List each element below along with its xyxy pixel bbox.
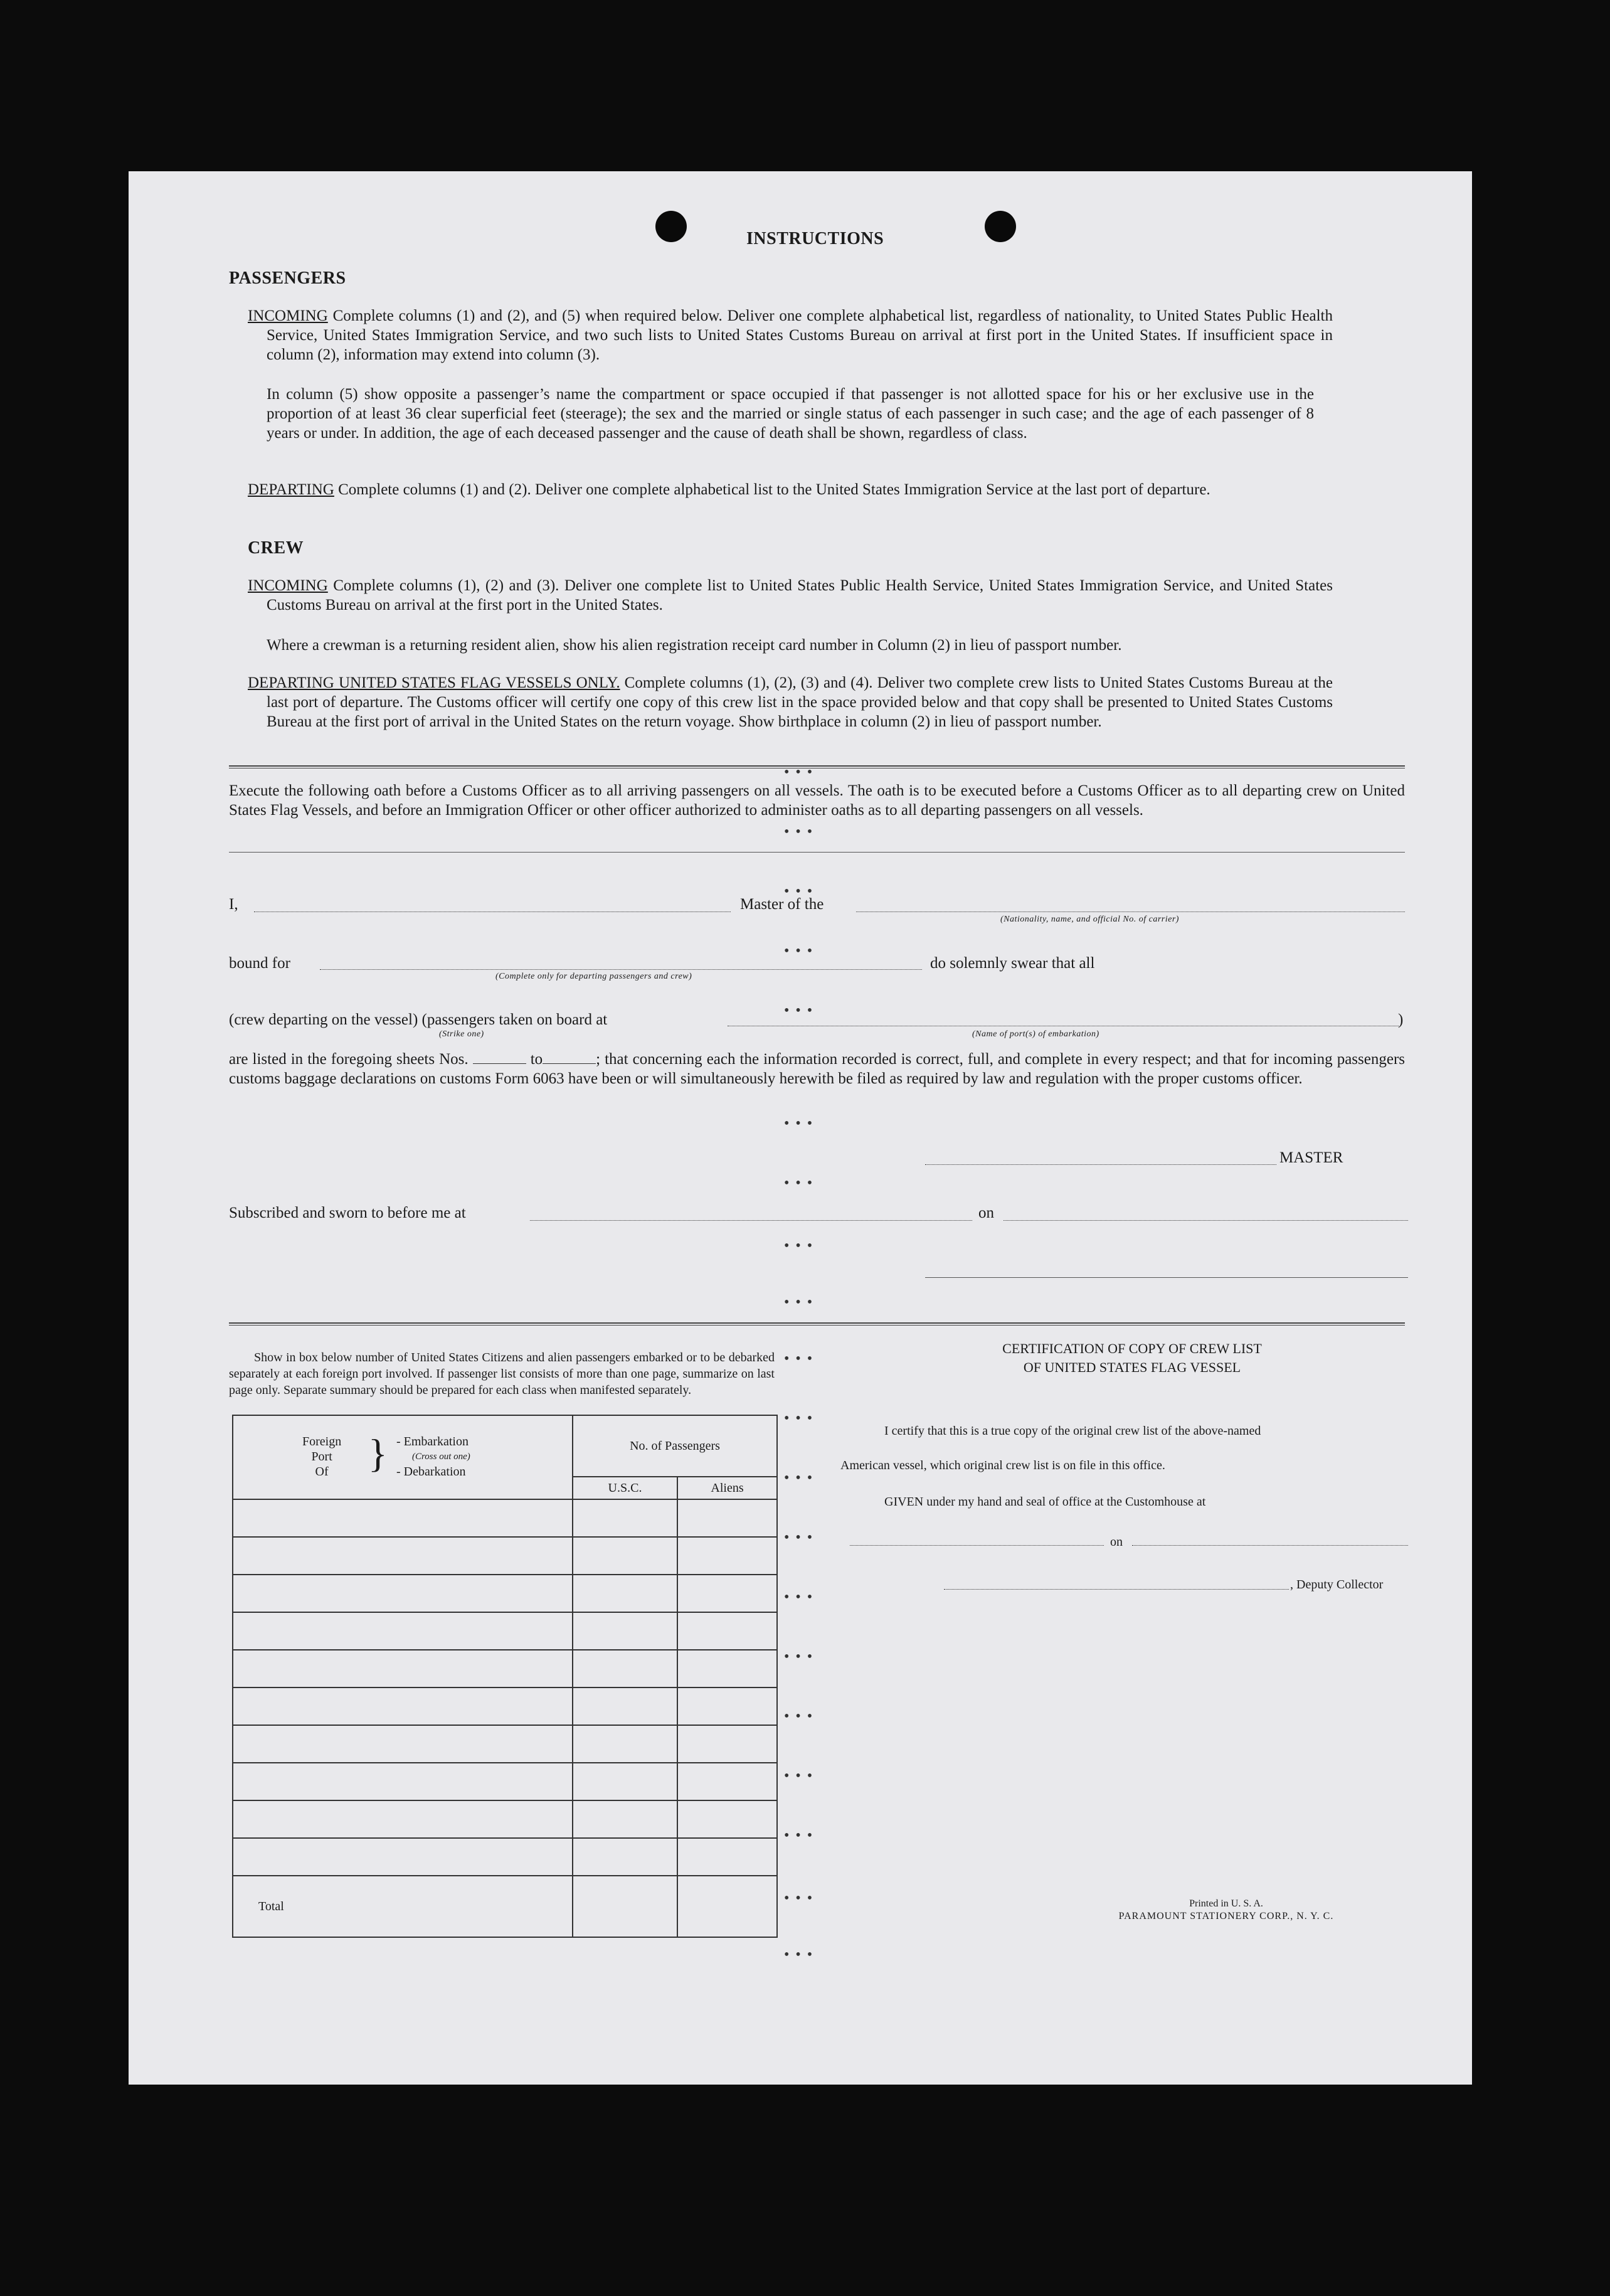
passengers-heading: PASSENGERS — [229, 268, 346, 288]
aliens-cell[interactable] — [677, 1537, 777, 1575]
instructions-title: INSTRUCTIONS — [746, 229, 884, 248]
certification-title — [944, 1339, 1320, 1377]
embarkation-label: - Embarkation — [396, 1435, 469, 1448]
usc-cell[interactable] — [573, 1575, 677, 1612]
bound-for-label: bound for — [229, 955, 290, 972]
dot-mark: ••• — [784, 1294, 819, 1310]
crew-departing-text: Complete columns (1), (2), (3) and (4). Deliver two complete crew lists to United States Customs Bureau at the last port of departure. The Customs officer will certify one copy of this crew list in the space provided below and that copy shall be presented to United States Customs Bureau at the first port of arrival in the United States on the return voyage. Show birthplace in column (2) in lieu of passport number. — [267, 674, 1333, 730]
aliens-cell[interactable] — [677, 1800, 777, 1838]
usc-header — [573, 1477, 677, 1499]
summary-row — [233, 1838, 777, 1876]
summary-row — [233, 1725, 777, 1763]
passenger-summary-table — [232, 1415, 778, 1938]
master-label: MASTER — [1279, 1149, 1343, 1166]
dot-mark: ••• — [784, 1947, 819, 1963]
carrier-caption: (Nationality, name, and official No. of carrier) — [1000, 915, 1179, 924]
sheet-from-field[interactable] — [473, 1052, 526, 1064]
certification-title-line2: OF UNITED STATES FLAG VESSEL — [1023, 1359, 1241, 1375]
crew-incoming-paragraph — [248, 576, 1333, 615]
punch-hole-left — [655, 211, 687, 242]
certify-line1: I certify that this is a true copy of the original crew list of the above-named — [884, 1424, 1261, 1438]
usc-cell[interactable] — [573, 1800, 677, 1838]
cross-out-label: (Cross out one) — [412, 1452, 470, 1462]
summary-row — [233, 1687, 777, 1725]
dot-mark: ••• — [784, 764, 819, 780]
aliens-cell[interactable] — [677, 1687, 777, 1725]
summary-row — [233, 1575, 777, 1612]
usc-cell[interactable] — [573, 1499, 677, 1537]
subscribed-place-field[interactable] — [530, 1220, 972, 1221]
total-row — [233, 1876, 777, 1937]
bound-for-caption: (Complete only for departing passengers and crew) — [495, 972, 692, 981]
printer-name: PARAMOUNT STATIONERY CORP., N. Y. C. — [1118, 1911, 1334, 1921]
strike-caption: (Strike one) — [439, 1029, 484, 1039]
dot-mark: ••• — [784, 1115, 819, 1132]
dot-mark: ••• — [784, 1410, 819, 1427]
passengers-incoming-paragraph — [248, 306, 1333, 364]
listed-paragraph — [229, 1050, 1405, 1088]
printed-in-usa: Printed in U. S. A. — [1189, 1898, 1263, 1909]
summary-rows — [233, 1499, 777, 1876]
summary-row — [233, 1800, 777, 1838]
master-name-field[interactable] — [254, 911, 731, 912]
certification-date-field[interactable] — [1132, 1545, 1408, 1546]
usc-cell[interactable] — [573, 1612, 677, 1650]
crew-heading: CREW — [248, 538, 304, 558]
form-sheet — [129, 171, 1472, 2085]
brace-icon: } — [368, 1431, 388, 1475]
summary-row — [233, 1499, 777, 1537]
close-paren: ) — [1398, 1011, 1404, 1028]
usc-cell[interactable] — [573, 1725, 677, 1763]
dot-mark: ••• — [784, 1649, 819, 1665]
section-divider-oath — [229, 852, 1405, 853]
port-cell[interactable] — [233, 1763, 573, 1800]
carrier-field[interactable] — [856, 911, 1405, 912]
debarkation-label: - Debarkation — [396, 1465, 466, 1479]
passengers-departing-text: Complete columns (1) and (2). Deliver one complete alphabetical list to the United States Immigration Service at the last port of departure. — [334, 481, 1210, 498]
certification-title-line1: CERTIFICATION OF COPY OF CREW LIST — [1002, 1341, 1262, 1356]
dot-mark: ••• — [784, 1708, 819, 1725]
punch-hole-right — [985, 211, 1016, 242]
dot-mark: ••• — [784, 1351, 819, 1367]
crew-departing-label: DEPARTING UNITED STATES FLAG VESSELS ONLY. — [248, 674, 620, 691]
port-cell[interactable] — [233, 1838, 573, 1876]
swear-text: do solemnly swear that all — [930, 955, 1095, 972]
summary-row — [233, 1612, 777, 1650]
no-of-passengers-label: No. of Passengers — [630, 1438, 720, 1453]
port-cell[interactable] — [233, 1800, 573, 1838]
summary-row — [233, 1763, 777, 1800]
crew-departing-paragraph — [248, 673, 1333, 731]
usc-cell[interactable] — [573, 1537, 677, 1575]
no-of-passengers-header — [573, 1415, 777, 1477]
dot-mark: ••• — [784, 1238, 819, 1254]
port-cell[interactable] — [233, 1575, 573, 1612]
certification-on-label: on — [1110, 1535, 1123, 1549]
printer-imprint — [1069, 1898, 1383, 1923]
aliens-cell[interactable] — [677, 1499, 777, 1537]
dot-mark: ••• — [784, 943, 819, 959]
deputy-collector-label: , Deputy Collector — [1290, 1578, 1384, 1592]
aliens-cell[interactable] — [677, 1838, 777, 1876]
summary-row — [233, 1537, 777, 1575]
dot-mark: ••• — [784, 1470, 819, 1486]
aliens-cell[interactable] — [677, 1650, 777, 1687]
subscribed-on-label: on — [978, 1204, 994, 1221]
foreign-label: Foreign — [302, 1435, 342, 1448]
crew-incoming-label: INCOMING — [248, 577, 328, 594]
port-cell[interactable] — [233, 1650, 573, 1687]
aliens-cell[interactable] — [677, 1575, 777, 1612]
deputy-collector-signature[interactable] — [944, 1589, 1289, 1590]
crew-incoming-text: Complete columns (1), (2) and (3). Deliver one complete list to United States Public Health Service, United States Immigration Service, and United States Customs Bureau on arrival at the first port in the United States. — [267, 577, 1333, 614]
master-signature-field[interactable] — [925, 1164, 1276, 1165]
usc-cell[interactable] — [573, 1838, 677, 1876]
total-label-cell — [233, 1876, 573, 1937]
usc-cell[interactable] — [573, 1763, 677, 1800]
crew-passengers-text: (crew departing on the vessel) (passengers taken on board at — [229, 1011, 608, 1028]
dot-mark: ••• — [784, 1529, 819, 1546]
certify-line2: American vessel, which original crew list is on file in this office. — [840, 1459, 1165, 1472]
customhouse-field[interactable] — [850, 1545, 1104, 1546]
summary-instructions: Show in box below number of United States Citizens and alien passengers embarked or to be debarked separately at each foreign port involved. If passenger list consists of more than one page, summarize on last page only. Separate summary should be prepared for each class when manifested separately. — [229, 1351, 775, 1397]
master-of-label: Master of the — [740, 896, 824, 913]
passengers-incoming-text: Complete columns (1) and (2), and (5) when required below. Deliver one complete alphabetical list, regardless of nationality, to United States Public Health Service, United States Immigration Service, and two such lists to United States Customs Bureau on arrival at first port in the United States. If insufficient space in column (2), information may extend into column (3). — [267, 307, 1333, 363]
passengers-departing-label: DEPARTING — [248, 481, 334, 498]
port-cell[interactable] — [233, 1612, 573, 1650]
listed-prefix: are listed in the foregoing sheets Nos. — [229, 1051, 469, 1068]
aliens-cell[interactable] — [677, 1725, 777, 1763]
usc-cell[interactable] — [573, 1687, 677, 1725]
aliens-header — [677, 1477, 777, 1499]
dot-mark: ••• — [784, 883, 819, 900]
port-caption: (Name of port(s) of embarkation) — [972, 1029, 1099, 1039]
usc-label: U.S.C. — [608, 1480, 642, 1495]
column5-paragraph: In column (5) show opposite a passenger’s name the compartment or space occupied if that passenger is not allotted space for his or her exclusive use in the proportion of at least 36 clear superficial feet (steerage); the sex and the married or single status of each passenger in such case; and the age of each passenger of 8 years or under. In addition, the age of each deceased passenger and the cause of death shall be shown, regardless of class. — [267, 386, 1314, 442]
oath-intro: Execute the following oath before a Customs Officer as to all arriving passengers on all vessels. The oath is to be executed before a Customs Officer as to all departing crew on United States Flag Vessels, and before an Immigration Officer or other officer authorized to administer oaths as to all departing passengers on all vessels. — [229, 782, 1405, 819]
dot-mark: ••• — [784, 1589, 819, 1605]
dot-mark: ••• — [784, 1175, 819, 1191]
dot-mark: ••• — [784, 1827, 819, 1844]
bound-for-field[interactable] — [320, 969, 922, 970]
dot-mark: ••• — [784, 1002, 819, 1019]
sheet-to-field[interactable] — [543, 1052, 596, 1064]
total-usc-cell[interactable] — [573, 1876, 677, 1937]
port-label: Port — [311, 1450, 332, 1464]
usc-cell[interactable] — [573, 1650, 677, 1687]
oath-i-label: I, — [229, 896, 238, 913]
port-cell[interactable] — [233, 1499, 573, 1537]
total-label: Total — [258, 1899, 284, 1913]
port-cell[interactable] — [233, 1725, 573, 1763]
summary-row — [233, 1650, 777, 1687]
dot-mark: ••• — [784, 824, 819, 840]
dot-mark: ••• — [784, 1768, 819, 1784]
port-cell[interactable] — [233, 1687, 573, 1725]
port-header-cell — [233, 1415, 573, 1499]
aliens-cell[interactable] — [677, 1612, 777, 1650]
of-label: Of — [315, 1465, 329, 1479]
subscribed-label: Subscribed and sworn to before me at — [229, 1204, 466, 1221]
passengers-incoming-label: INCOMING — [248, 307, 328, 324]
to-label: to — [530, 1051, 543, 1068]
passengers-departing-paragraph — [248, 480, 1333, 499]
aliens-cell[interactable] — [677, 1763, 777, 1800]
dot-mark: ••• — [784, 1890, 819, 1906]
aliens-label: Aliens — [711, 1480, 744, 1495]
crew-alien-paragraph: Where a crewman is a returning resident alien, show his alien registration receipt card number in Column (2) in lieu of passport number. — [267, 637, 1122, 654]
total-aliens-cell[interactable] — [677, 1876, 777, 1937]
official-signature-line[interactable] — [925, 1277, 1408, 1278]
port-cell[interactable] — [233, 1537, 573, 1575]
section-divider-bottom — [229, 1322, 1405, 1326]
listed-text: ; that concerning each the information recorded is correct, full, and complete in every respect; and that for incoming passengers customs baggage declarations on customs Form 6063 have been or will simultaneously herewith be filed as required by law and regulation with the proper customs officer. — [229, 1051, 1406, 1087]
subscribed-date-field[interactable] — [1004, 1220, 1408, 1221]
given-text: GIVEN under my hand and seal of office at the Customhouse at — [884, 1495, 1206, 1509]
